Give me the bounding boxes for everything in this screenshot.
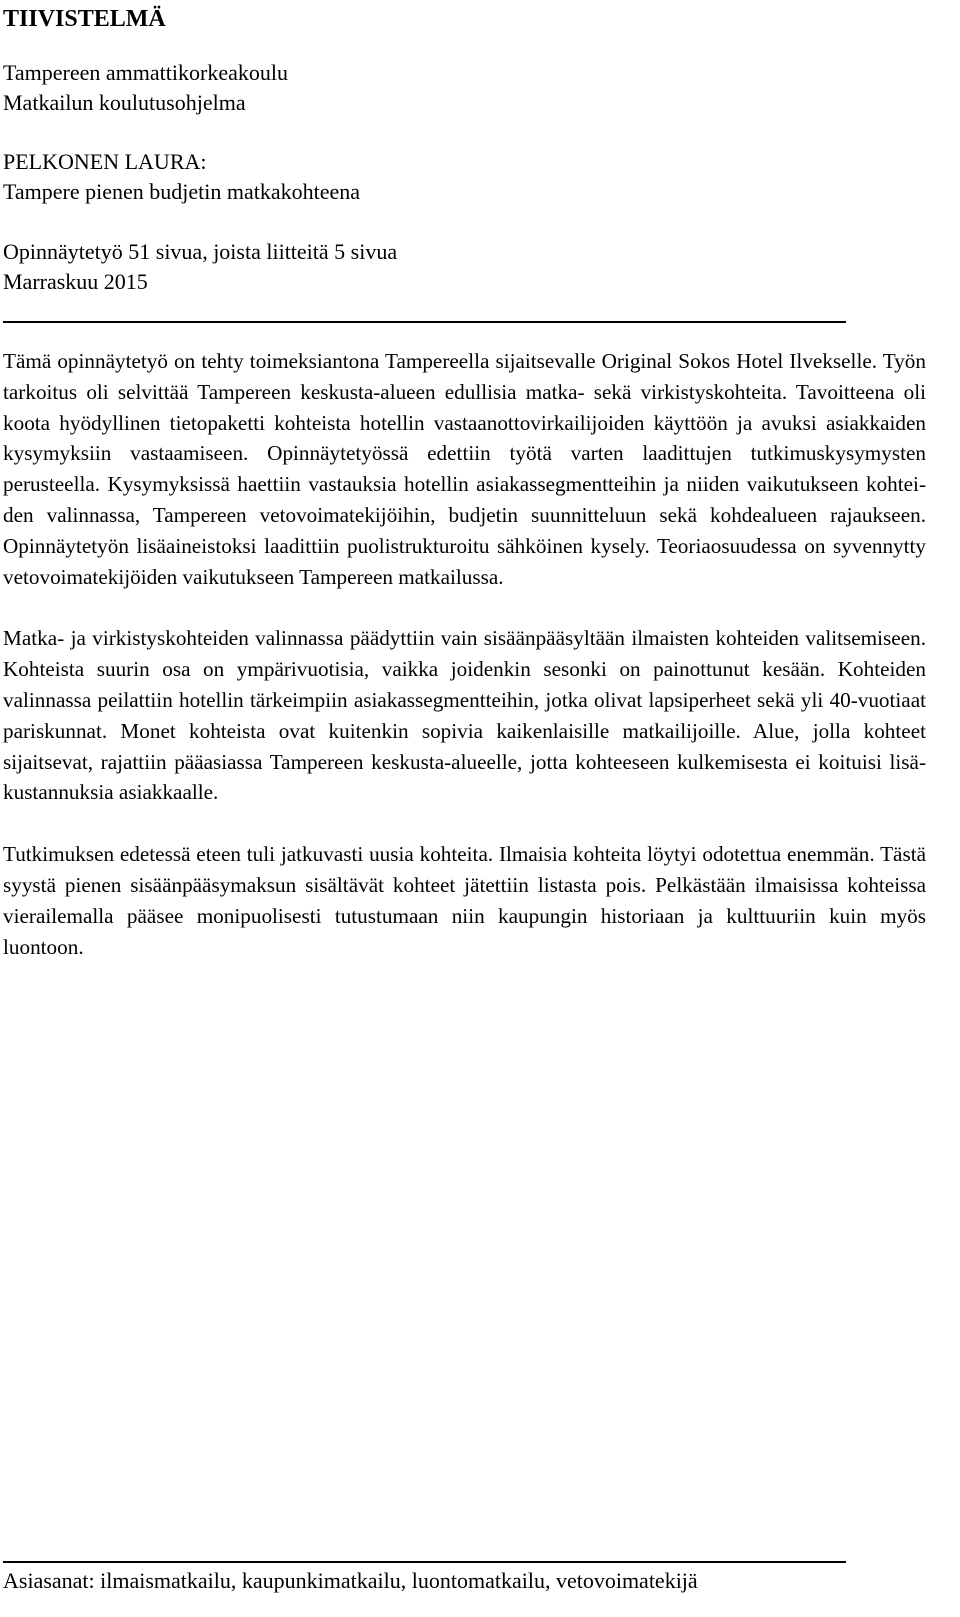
abstract-paragraph-1: Tämä opinnäytetyö on tehty toimeksiantona Tampereella sijaitsevalle Original Sokos Hotel Ilvekselle. Työn tarkoitus oli selvittää Tampereen keskusta-alueen edullisia matka- sekä virkistyskohteita. Tavoitteena oli koota hyödyllinen tietopaketti kohteista hotellin vastaanottovirkailijoiden käyttöön ja avuksi asiakkaiden kysymyksiin vastaamiseen. Opinnäytetyössä edettiin työtä varten laadittujen tutkimuskysymysten perusteella. Kysymyksissä haettiin vastauksia hotellin asiakassegmentteihin ja niiden vaikutukseen kohteiden valinnassa, Tampereen vetovoimatekijöihin, budjetin suunnitteluun sekä kohdealueen rajaukseen. Opinnäytetyön lisäaineistoksi laadittiin puolistrukturoitu sähköinen kysely. Teoriaosuudessa on syvennytty vetovoimatekijöiden vaikutukseen Tampereen matkailussa. <box>3 349 926 589</box>
abstract-body <box>3 346 926 993</box>
abstract-paragraph-3: Tutkimuksen edetessä eteen tuli jatkuvasti uusia kohteita. Ilmaisia kohteita löytyi odotettua enemmän. Tästä syystä pienen sisäänpääsymaksun sisältävät kohteet jätettiin listasta pois. Pelkästään ilmaisissa kohteissa vierailemalla pääsee monipuolisesti tutustumaan niin kaupungin historiaan ja kulttuuriin kuin myös luontoon. <box>3 842 926 959</box>
page-title: TIIVISTELMÄ <box>3 6 166 32</box>
abstract-paragraph-2: Matka- ja virkistyskohteiden valinnassa päädyttiin vain sisäänpääsyltään ilmaisten kohteiden valitsemiseen. Kohteista suurin osa on ympärivuotisia, vaikka joidenkin sesonki on painottunut kesään. Kohteiden valinnassa peilattiin hotellin tärkeimpiin asiakassegmentteihin, jotka olivat lapsiperheet sekä yli 40-vuotiaat pariskunnat. Monet kohteista ovat kuitenkin sopivia kaikenlaisille matkailijoille. Alue, jolla kohteet sijaitsevat, rajattiin pääasiassa Tampereen keskusta-alueelle, jotta kohteeseen kulkemisesta ei koituisi lisäkustannuksia asiakkaalle. <box>3 626 926 805</box>
publication-date: Marraskuu 2015 <box>3 269 148 294</box>
divider-top <box>3 321 846 323</box>
thesis-title: Tampere pienen budjetin matkakohteena <box>3 179 361 204</box>
author-name: PELKONEN LAURA: <box>3 149 207 174</box>
programme-name: Matkailun koulutusohjelma <box>3 90 246 115</box>
page-count: Opinnäytetyö 51 sivua, joista liitteitä 5 sivua <box>3 239 398 264</box>
keywords: Asiasanat: ilmaismatkailu, kaupunkimatkailu, luontomatkailu, vetovoimatekijä <box>3 1568 698 1593</box>
divider-bottom <box>3 1561 846 1563</box>
school-name: Tampereen ammattikorkeakoulu <box>3 60 288 85</box>
